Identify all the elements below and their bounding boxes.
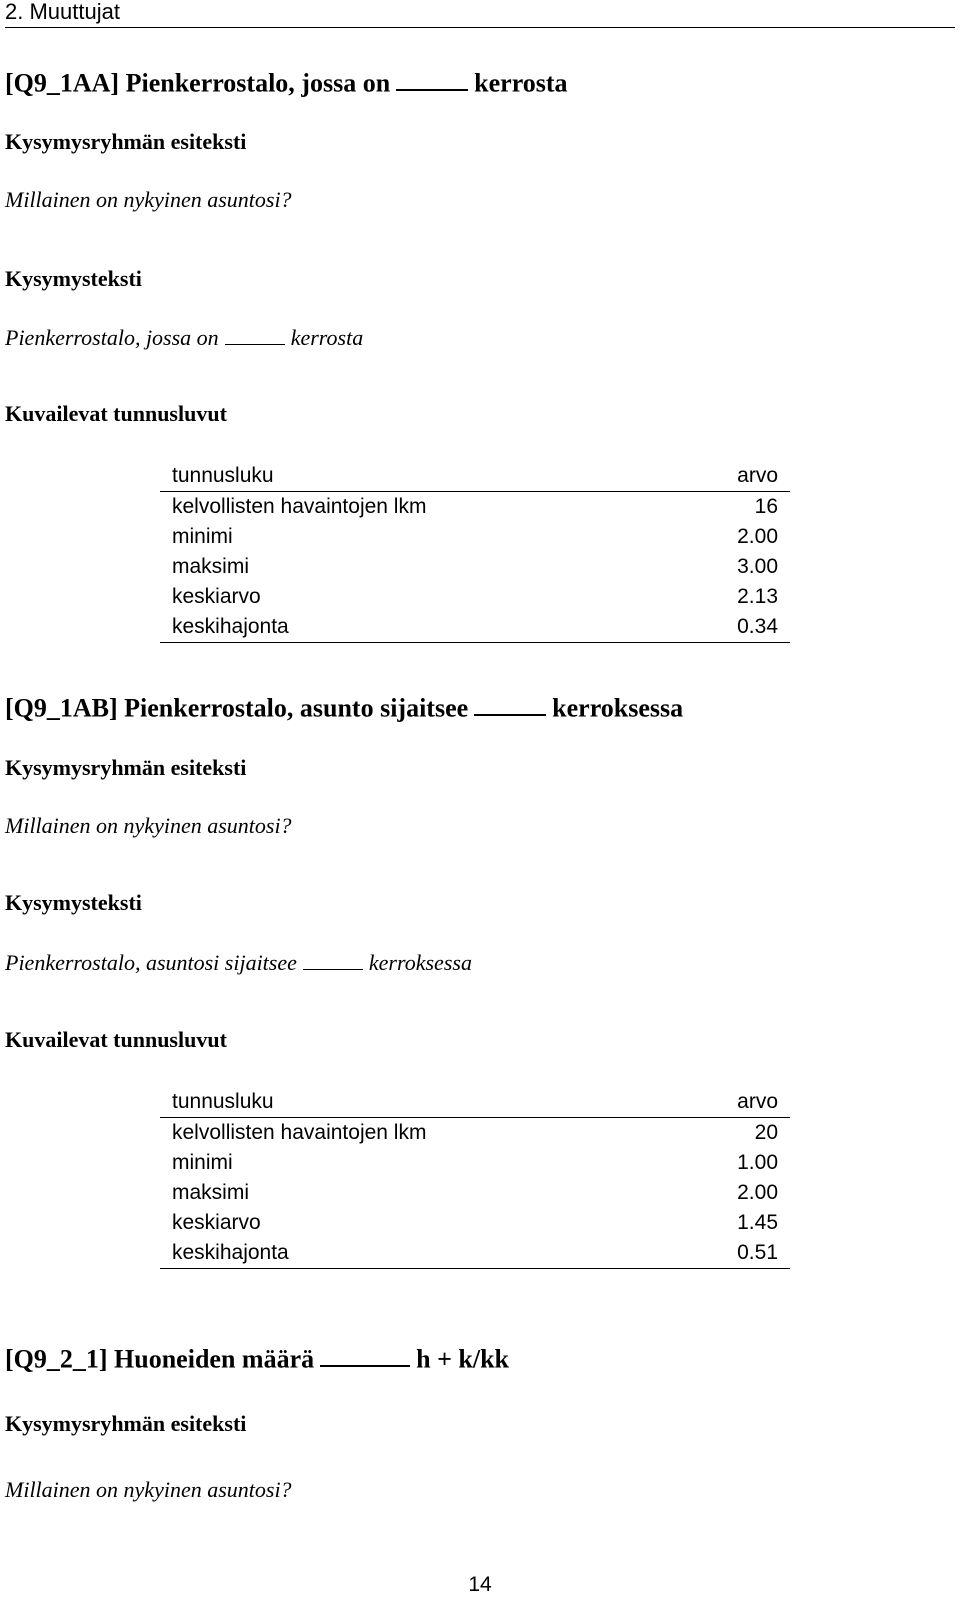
statistic-name: keskihajonta bbox=[160, 612, 671, 643]
table-row bbox=[160, 522, 790, 552]
statistics-label: Kuvailevat tunnusluvut bbox=[5, 401, 227, 426]
section-title-text: [Q9_1AB] Pienkerrostalo, asunto sijaitsee bbox=[5, 693, 469, 723]
table-row bbox=[160, 1148, 790, 1178]
table-row bbox=[160, 1238, 790, 1269]
blank-line bbox=[225, 324, 285, 345]
statistic-value: 2.13 bbox=[737, 585, 778, 608]
statistic-value: 0.51 bbox=[671, 1238, 790, 1269]
section-title bbox=[5, 66, 568, 98]
page-number: 14 bbox=[468, 1573, 492, 1596]
statistic-value: 0.34 bbox=[671, 612, 790, 643]
running-header: 2. Muuttujat bbox=[5, 0, 120, 24]
blank-line bbox=[474, 691, 546, 716]
statistic-value: 1.45 bbox=[737, 1211, 778, 1234]
column-header: tunnusluku bbox=[160, 1087, 671, 1118]
section-title bbox=[5, 691, 683, 723]
statistics-table bbox=[160, 461, 790, 643]
statistic-name: minimi bbox=[172, 525, 233, 548]
question-text-after: kerroksessa bbox=[368, 949, 472, 975]
column-header: arvo bbox=[671, 1087, 790, 1118]
blank-line bbox=[396, 66, 468, 91]
group-text-label: Kysymysryhmän esiteksti bbox=[5, 129, 247, 154]
section-title-text: [Q9_2_1] Huoneiden määrä bbox=[5, 1344, 315, 1374]
statistic-name: keskiarvo bbox=[172, 1211, 261, 1234]
statistic-name: maksimi bbox=[172, 555, 249, 578]
table-row bbox=[160, 492, 790, 523]
question-text bbox=[5, 949, 472, 976]
group-text: Millainen on nykyinen asuntosi? bbox=[5, 187, 292, 212]
table-header-row bbox=[160, 461, 790, 492]
statistic-value: 3.00 bbox=[737, 555, 778, 578]
statistic-value: 20 bbox=[754, 1121, 778, 1144]
blank-line bbox=[320, 1342, 410, 1367]
question-text-before: Pienkerrostalo, asuntosi sijaitsee bbox=[5, 949, 297, 975]
table-row bbox=[160, 1118, 790, 1149]
table-row bbox=[160, 612, 790, 643]
statistic-value: 2.00 bbox=[737, 1181, 778, 1204]
group-text-label: Kysymysryhmän esiteksti bbox=[5, 1411, 247, 1436]
table-row bbox=[160, 1178, 790, 1208]
statistic-name: kelvollisten havaintojen lkm bbox=[172, 495, 427, 518]
group-text-label: Kysymysryhmän esiteksti bbox=[5, 755, 247, 780]
statistic-name: minimi bbox=[172, 1151, 233, 1174]
table-header-row bbox=[160, 1087, 790, 1118]
column-header: tunnusluku bbox=[160, 461, 671, 492]
section-title-text: [Q9_1AA] Pienkerrostalo, jossa on bbox=[5, 68, 391, 98]
question-text bbox=[5, 324, 363, 351]
group-text: Millainen on nykyinen asuntosi? bbox=[5, 1477, 292, 1502]
statistic-name: maksimi bbox=[172, 1181, 249, 1204]
question-text-label: Kysymysteksti bbox=[5, 890, 142, 915]
statistic-name: kelvollisten havaintojen lkm bbox=[172, 1121, 427, 1144]
blank-line bbox=[303, 949, 363, 970]
header-rule bbox=[5, 27, 955, 28]
question-text-after: kerrosta bbox=[290, 324, 364, 350]
section-title-suffix: kerroksessa bbox=[552, 693, 684, 723]
group-text: Millainen on nykyinen asuntosi? bbox=[5, 813, 292, 838]
statistics-table bbox=[160, 1087, 790, 1269]
statistic-name: keskiarvo bbox=[172, 585, 261, 608]
table-row bbox=[160, 582, 790, 612]
table-row bbox=[160, 552, 790, 582]
statistic-value: 2.00 bbox=[737, 525, 778, 548]
table-row bbox=[160, 1208, 790, 1238]
section-title bbox=[5, 1342, 509, 1374]
question-text-label: Kysymysteksti bbox=[5, 266, 142, 291]
question-text-before: Pienkerrostalo, jossa on bbox=[5, 324, 219, 350]
statistic-value: 1.00 bbox=[737, 1151, 778, 1174]
statistic-name: keskihajonta bbox=[160, 1238, 671, 1269]
section-title-suffix: h + k/kk bbox=[416, 1344, 509, 1374]
column-header: arvo bbox=[671, 461, 790, 492]
statistics-label: Kuvailevat tunnusluvut bbox=[5, 1027, 227, 1052]
statistic-value: 16 bbox=[754, 495, 778, 518]
section-title-suffix: kerrosta bbox=[474, 68, 568, 98]
